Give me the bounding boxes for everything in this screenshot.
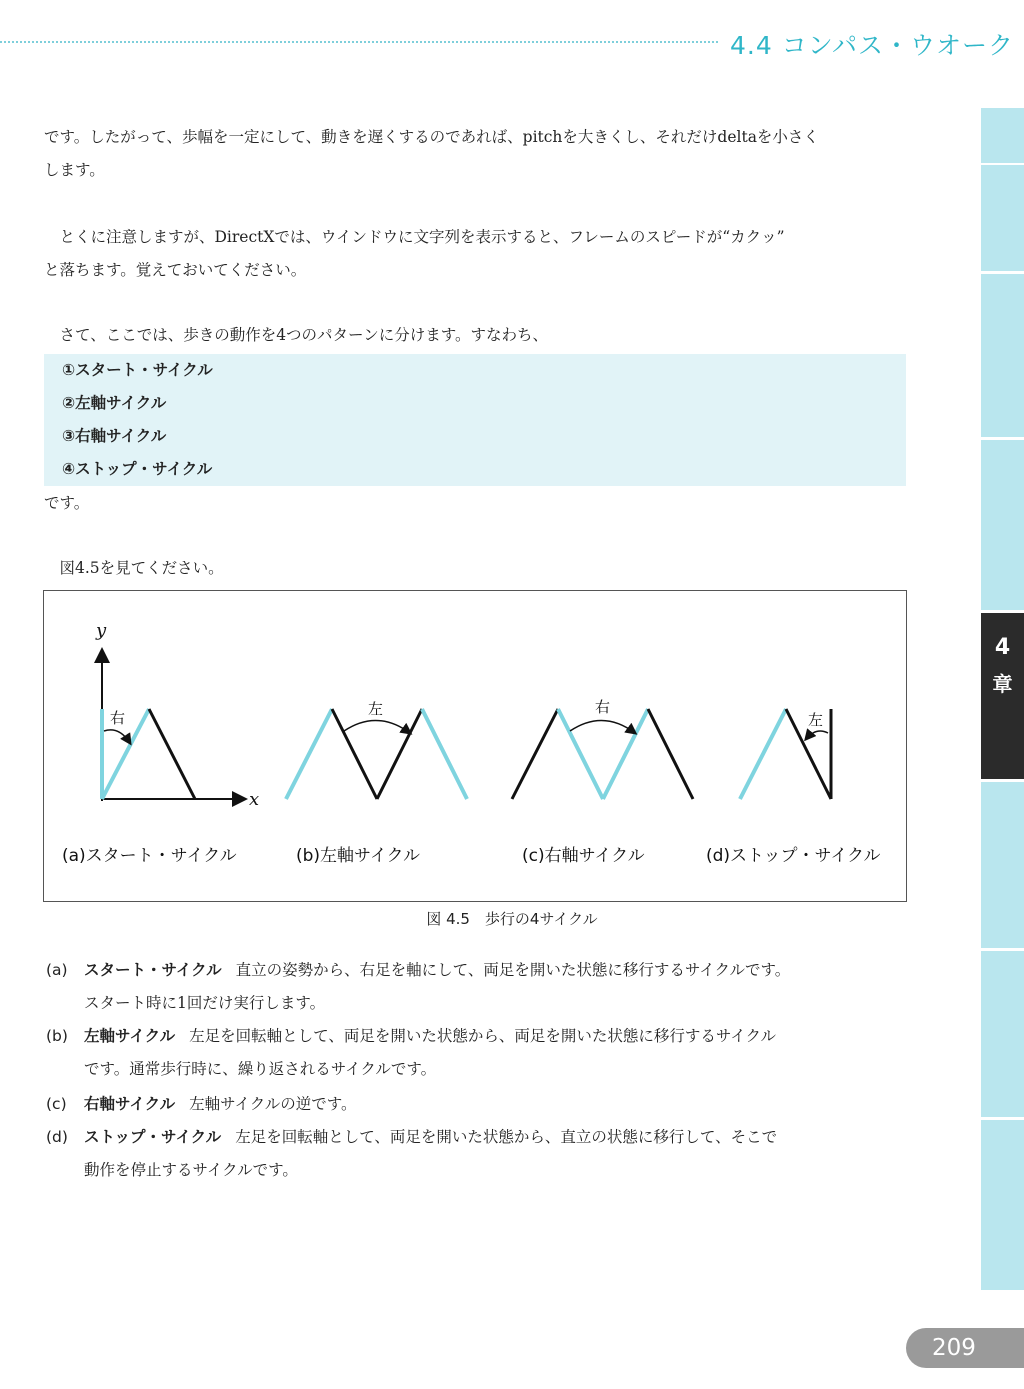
- leg-cyan: [603, 709, 648, 799]
- header-dotted-rule: [0, 41, 718, 43]
- chapter-tab: [981, 1120, 1024, 1290]
- definition-item: [46, 954, 906, 1020]
- paragraph-1: [44, 121, 914, 187]
- definition-text: 直立の姿勢から、右足を軸にして、両足を開いた状態に移行するサイクルです。: [235, 961, 791, 979]
- leg-black: [648, 709, 693, 799]
- chapter-tab: [981, 951, 1024, 1117]
- cycle-list-item: ③右軸サイクル: [62, 427, 167, 445]
- definition-text: 動作を停止するサイクルです。: [84, 1161, 298, 1179]
- figure-4-5: [43, 590, 907, 902]
- section-title: 4.4 コンパス・ウオーク: [730, 31, 1014, 60]
- angle-arc: [570, 720, 635, 733]
- chapter-number: 4: [994, 635, 1011, 660]
- leg-black: [377, 709, 422, 799]
- leg-cyan: [740, 709, 786, 799]
- leg-black: [512, 709, 558, 799]
- definition-item: [46, 1088, 906, 1121]
- definition-term: ストップ・サイクル: [84, 1128, 222, 1146]
- leg-black: [149, 709, 195, 799]
- paragraph-3: さて、ここでは、歩きの動作を4つのパターンに分けます。すなわち、: [44, 326, 549, 344]
- figure-caption: 図 4.5 歩行の4サイクル: [426, 910, 598, 928]
- definition-text: 左軸サイクルの逆です。: [189, 1095, 357, 1113]
- paragraph-line: します。: [44, 161, 105, 179]
- chapter-tab: [981, 274, 1024, 437]
- cycle-list-item: ①スタート・サイクル: [62, 361, 213, 379]
- angle-label: 右: [110, 709, 126, 727]
- definition-item: [46, 1020, 906, 1086]
- definition-text: 左足を回転軸として、両足を開いた状態から、直立の状態に移行して、そこで: [235, 1128, 778, 1146]
- paragraph-line: と落ちます。覚えておいてください。: [44, 261, 307, 279]
- definition-term: 左軸サイクル: [84, 1027, 176, 1045]
- chapter-tab: [981, 165, 1024, 271]
- paragraph-2: [44, 221, 914, 287]
- chapter-tab-active: [981, 613, 1024, 779]
- walking-cycles-diagram: [44, 591, 906, 901]
- leg-cyan: [558, 709, 603, 799]
- panel-label-c: (c)右軸サイクル: [522, 846, 645, 866]
- angle-arc: [344, 720, 410, 733]
- definition-text: スタート時に1回だけ実行します。: [84, 994, 326, 1012]
- chapter-tab: [981, 108, 1024, 163]
- definition-label: (b): [46, 1027, 68, 1045]
- panel-label-d: (d)ストップ・サイクル: [706, 846, 881, 866]
- definition-item: [46, 1121, 906, 1187]
- angle-label: 左: [808, 711, 824, 729]
- leg-black: [332, 709, 377, 799]
- chapter-tab: [981, 440, 1024, 610]
- panel-label-b: (b)左軸サイクル: [296, 846, 421, 866]
- panel-label-a: (a)スタート・サイクル: [62, 846, 237, 866]
- definition-label: (a): [46, 961, 68, 979]
- cycle-list-item: ④ストップ・サイクル: [62, 460, 213, 478]
- paragraph-line: とくに注意しますが、DirectXでは、ウインドウに文字列を表示すると、フレームのスピードが“カクッ”: [44, 228, 785, 246]
- paragraph-4: です。: [44, 494, 90, 512]
- paragraph-line: です。したがって、歩幅を一定にして、動きを遅くするのであれば、pitchを大きくし、それだけdeltaを小さく: [44, 128, 819, 146]
- leg-cyan: [422, 709, 467, 799]
- definition-label: (c): [46, 1095, 67, 1113]
- page-number: 209: [906, 1328, 1024, 1368]
- axis-x-label: x: [249, 789, 260, 810]
- angle-arc: [104, 730, 130, 743]
- definition-term: 右軸サイクル: [84, 1095, 176, 1113]
- definition-text: 左足を回転軸として、両足を開いた状態から、両足を開いた状態に移行するサイクル: [189, 1027, 776, 1045]
- paragraph-5: 図4.5を見てください。: [44, 559, 224, 577]
- definition-label: (d): [46, 1128, 68, 1146]
- leg-cyan: [286, 709, 332, 799]
- cycle-list-item: ②左軸サイクル: [62, 394, 167, 412]
- definition-term: スタート・サイクル: [84, 961, 222, 979]
- angle-arc: [806, 731, 828, 739]
- angle-label: 左: [368, 700, 384, 718]
- chapter-label: 章: [992, 672, 1013, 696]
- angle-label: 右: [595, 698, 611, 716]
- definition-text: です。通常歩行時に、繰り返されるサイクルです。: [84, 1060, 437, 1078]
- axis-y-label: y: [96, 620, 107, 641]
